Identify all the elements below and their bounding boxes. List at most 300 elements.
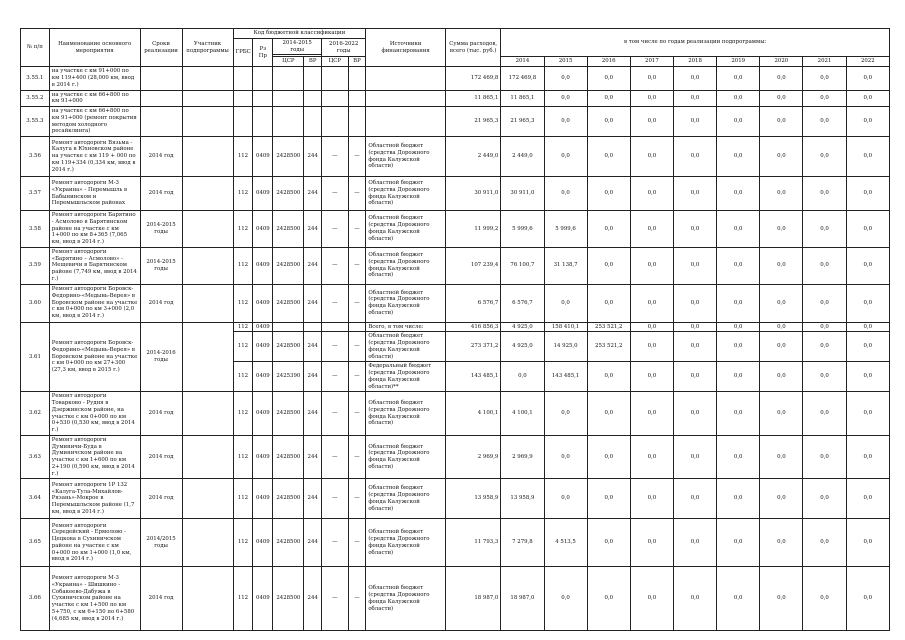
header-vr-2: ВР xyxy=(348,57,366,67)
year-value-cell: 0,0 xyxy=(587,177,630,211)
header-budget-code: Код бюджетной классификации xyxy=(233,29,366,39)
grbs-cell: 112 xyxy=(233,567,253,631)
year-value-cell: 6 576,7 xyxy=(501,284,544,322)
year-value-cell: 0,0 xyxy=(630,519,673,567)
year-value-cell: 0,0 xyxy=(630,567,673,631)
source-cell: Областной бюджет (средства Дорожного фонда Калужской области) xyxy=(366,479,446,519)
year-value-cell: 0,0 xyxy=(717,479,760,519)
year-value-cell: 0,0 xyxy=(803,177,846,211)
year-value-cell: 0,0 xyxy=(501,362,544,392)
year-value-cell: 0,0 xyxy=(846,362,889,392)
measure-name: Ремонт автодороги Барятино - Асмолово в Барятинском районе на участке с км 1+000 по км 8+365 (7,065 км, ввод в 2014 г.) xyxy=(49,211,140,248)
header-participants: Участник подпрограммы xyxy=(182,29,233,67)
csr2-cell: — xyxy=(322,435,349,479)
year-value-cell: 21 965,3 xyxy=(501,107,544,137)
vr2-cell: — xyxy=(348,362,366,392)
year-value-cell: 0,0 xyxy=(846,392,889,436)
csr2-cell: — xyxy=(322,177,349,211)
vr2-cell xyxy=(348,90,366,107)
year-value-cell: 0,0 xyxy=(760,567,803,631)
measure-name: на участке с км 66+800 по км 91+000 (ремонт покрытия методом холодного ресайклинга) xyxy=(49,107,140,137)
source-cell: Областной бюджет (средства Дорожного фонда Калужской области) xyxy=(366,332,446,362)
total-cell: 11 999,2 xyxy=(446,211,501,248)
row-number: 3.55.3 xyxy=(21,107,50,137)
csr2-cell: — xyxy=(322,392,349,436)
csr-cell: 2428500 xyxy=(273,137,304,177)
year-value-cell: 0,0 xyxy=(717,392,760,436)
table-row xyxy=(21,67,890,90)
year-value-cell: 0,0 xyxy=(760,247,803,284)
vr-cell: 244 xyxy=(304,567,322,631)
year-value-cell: 0,0 xyxy=(630,137,673,177)
source-cell: Областной бюджет (средства Дорожного фонда Калужской области) xyxy=(366,137,446,177)
vr2-cell: — xyxy=(348,392,366,436)
grbs-cell: 112 xyxy=(233,211,253,248)
row-number: 3.64 xyxy=(21,479,50,519)
year-value-cell: 0,0 xyxy=(803,107,846,137)
terms-cell xyxy=(140,67,182,90)
year-value-cell: 0,0 xyxy=(846,137,889,177)
grbs-cell: 112 xyxy=(233,362,253,392)
year-value-cell: 0,0 xyxy=(544,67,587,90)
rzpr-cell xyxy=(253,90,273,107)
header-csr-1: ЦСР xyxy=(273,57,304,67)
year-value-cell: 0,0 xyxy=(673,107,716,137)
table-row xyxy=(21,479,890,519)
year-value-cell: 0,0 xyxy=(760,322,803,332)
year-value-cell: 253 521,2 xyxy=(587,322,630,332)
terms-cell: 2014 год xyxy=(140,392,182,436)
row-number: 3.59 xyxy=(21,247,50,284)
year-value-cell: 0,0 xyxy=(846,519,889,567)
year-value-cell: 0,0 xyxy=(673,332,716,362)
year-value-cell: 14 925,0 xyxy=(544,332,587,362)
csr2-cell: — xyxy=(322,211,349,248)
source-cell: Областной бюджет (средства Дорожного фонда Калужской области) xyxy=(366,177,446,211)
row-number: 3.60 xyxy=(21,284,50,322)
year-value-cell: 0,0 xyxy=(630,247,673,284)
rzpr-cell: 0409 xyxy=(253,247,273,284)
year-value-cell: 0,0 xyxy=(587,479,630,519)
year-value-cell: 0,0 xyxy=(717,362,760,392)
terms-cell: 2014 год xyxy=(140,284,182,322)
vr-cell: 244 xyxy=(304,284,322,322)
table-row xyxy=(21,90,890,107)
row-number: 3.65 xyxy=(21,519,50,567)
csr2-cell: — xyxy=(322,137,349,177)
year-value-cell: 0,0 xyxy=(673,567,716,631)
year-value-cell: 0,0 xyxy=(673,247,716,284)
header-rzpr: Рз Пр xyxy=(253,38,273,67)
csr-cell: 2428500 xyxy=(273,247,304,284)
measure-name: Ремонт автодороги 1Р 132 «Калуга-Тула-Михайлов-Рязань»-Мокрое в Перемышльском районе (1,7 км, ввод в 2014 г.) xyxy=(49,479,140,519)
year-value-cell: 0,0 xyxy=(846,567,889,631)
year-value-cell: 18 987,0 xyxy=(501,567,544,631)
csr-cell: 2428500 xyxy=(273,392,304,436)
year-value-cell: 0,0 xyxy=(587,284,630,322)
year-value-cell: 0,0 xyxy=(717,137,760,177)
year-value-cell: 0,0 xyxy=(717,435,760,479)
grbs-cell: 112 xyxy=(233,435,253,479)
terms-cell: 2014-2015 годы xyxy=(140,211,182,248)
year-value-cell: 0,0 xyxy=(673,211,716,248)
participant-cell xyxy=(182,247,233,284)
year-value-cell: 0,0 xyxy=(587,107,630,137)
year-value-cell: 0,0 xyxy=(803,67,846,90)
year-value-cell: 0,0 xyxy=(846,284,889,322)
csr-cell: 2428500 xyxy=(273,479,304,519)
year-value-cell: 0,0 xyxy=(587,67,630,90)
header-year: 2014 xyxy=(501,57,544,67)
table-row xyxy=(21,519,890,567)
rzpr-cell: 0409 xyxy=(253,392,273,436)
total-cell: 273 371,2 xyxy=(446,332,501,362)
year-value-cell: 2 969,9 xyxy=(501,435,544,479)
vr2-cell: — xyxy=(348,332,366,362)
vr2-cell: — xyxy=(348,435,366,479)
measure-name: Ремонт автодороги Середейский - Ермолово - Цецкова в Сухиничском районе на участке с км 0+000 по км 1+000 (1,0 км, ввод в 2014 г.) xyxy=(49,519,140,567)
measure-name: на участке с км 91+000 по км 119+400 (28,000 км, ввод в 2014 г.) xyxy=(49,67,140,90)
source-cell xyxy=(366,90,446,107)
csr-cell: 2428500 xyxy=(273,435,304,479)
year-value-cell: 0,0 xyxy=(717,284,760,322)
year-value-cell: 0,0 xyxy=(846,247,889,284)
total-cell: 107 239,4 xyxy=(446,247,501,284)
source-cell: Областной бюджет (средства Дорожного фонда Калужской области) xyxy=(366,392,446,436)
year-value-cell: 0,0 xyxy=(803,435,846,479)
table-row xyxy=(21,177,890,211)
year-value-cell: 0,0 xyxy=(630,332,673,362)
rzpr-cell: 0409 xyxy=(253,211,273,248)
measure-name: Ремонт автодороги Думиничи-Буда в Думиничском районе на участке с км 1+600 по км 2+190 (0,590 км, ввод в 2014 г.) xyxy=(49,435,140,479)
year-value-cell: 0,0 xyxy=(717,322,760,332)
vr-cell: 244 xyxy=(304,332,322,362)
csr-cell xyxy=(273,322,304,332)
rzpr-cell: 0409 xyxy=(253,332,273,362)
year-value-cell: 4 513,5 xyxy=(544,519,587,567)
total-cell: 11 793,3 xyxy=(446,519,501,567)
csr2-cell: — xyxy=(322,519,349,567)
year-value-cell: 0,0 xyxy=(803,211,846,248)
total-cell: 13 958,9 xyxy=(446,479,501,519)
total-cell: 2 449,0 xyxy=(446,137,501,177)
vr2-cell: — xyxy=(348,177,366,211)
year-value-cell: 0,0 xyxy=(760,479,803,519)
total-cell: 18 987,0 xyxy=(446,567,501,631)
year-value-cell: 158 410,1 xyxy=(544,322,587,332)
header-year: 2019 xyxy=(717,57,760,67)
source-cell xyxy=(366,107,446,137)
year-value-cell: 0,0 xyxy=(803,519,846,567)
grbs-cell: 112 xyxy=(233,479,253,519)
participant-cell xyxy=(182,322,233,392)
rzpr-cell: 0409 xyxy=(253,137,273,177)
vr2-cell xyxy=(348,107,366,137)
year-value-cell: 0,0 xyxy=(846,211,889,248)
year-value-cell: 0,0 xyxy=(803,247,846,284)
table-row xyxy=(21,211,890,248)
year-value-cell: 0,0 xyxy=(544,177,587,211)
grbs-cell: 112 xyxy=(233,137,253,177)
total-cell: 11 865,1 xyxy=(446,90,501,107)
year-value-cell: 0,0 xyxy=(760,90,803,107)
vr-cell: 244 xyxy=(304,479,322,519)
year-value-cell: 0,0 xyxy=(760,284,803,322)
grbs-cell xyxy=(233,90,253,107)
header-source: Источники финансирования xyxy=(366,29,446,67)
year-value-cell: 11 865,1 xyxy=(501,90,544,107)
vr2-cell: — xyxy=(348,519,366,567)
total-cell: 2 969,9 xyxy=(446,435,501,479)
year-value-cell: 0,0 xyxy=(803,392,846,436)
year-value-cell: 0,0 xyxy=(673,362,716,392)
rzpr-cell: 0409 xyxy=(253,567,273,631)
year-value-cell: 0,0 xyxy=(846,332,889,362)
measure-name: Ремонт автодороги М-3 «Украина» - Шишкино - Собакеево-Дабужа в Сухиничском районе на участке с км 1+500 по км 5+750, с км 6+150 по 6+580 (4,685 км, ввод в 2014 г.) xyxy=(49,567,140,631)
year-value-cell: 0,0 xyxy=(630,362,673,392)
source-cell: Всего, в том числе: xyxy=(366,322,446,332)
year-value-cell: 0,0 xyxy=(587,137,630,177)
year-value-cell: 0,0 xyxy=(673,322,716,332)
header-name: Наименование основного мероприятия xyxy=(49,29,140,67)
row-number: 3.56 xyxy=(21,137,50,177)
rzpr-cell: 0409 xyxy=(253,177,273,211)
terms-cell: 2014-2015 годы xyxy=(140,247,182,284)
grbs-cell: 112 xyxy=(233,322,253,332)
measure-name: на участке с км 66+800 по км 91+000 xyxy=(49,90,140,107)
grbs-cell: 112 xyxy=(233,177,253,211)
csr-cell: 2428500 xyxy=(273,332,304,362)
table-row xyxy=(21,107,890,137)
year-value-cell: 0,0 xyxy=(544,107,587,137)
year-value-cell: 0,0 xyxy=(717,177,760,211)
csr2-cell: — xyxy=(322,332,349,362)
year-value-cell: 253 521,2 xyxy=(587,332,630,362)
header-year: 2020 xyxy=(760,57,803,67)
row-number: 3.63 xyxy=(21,435,50,479)
year-value-cell: 0,0 xyxy=(803,322,846,332)
row-number: 3.57 xyxy=(21,177,50,211)
table-row xyxy=(21,322,890,332)
terms-cell xyxy=(140,90,182,107)
participant-cell xyxy=(182,90,233,107)
year-value-cell: 30 911,0 xyxy=(501,177,544,211)
year-value-cell: 0,0 xyxy=(803,332,846,362)
vr-cell: 244 xyxy=(304,177,322,211)
year-value-cell: 0,0 xyxy=(673,479,716,519)
header-2014-2015: 2014-2015 годы xyxy=(273,38,322,55)
year-value-cell: 13 958,9 xyxy=(501,479,544,519)
year-value-cell: 0,0 xyxy=(587,392,630,436)
year-value-cell: 5 999,6 xyxy=(501,211,544,248)
terms-cell xyxy=(140,107,182,137)
terms-cell: 2014/2015 годы xyxy=(140,519,182,567)
year-value-cell: 5 999,6 xyxy=(544,211,587,248)
csr2-cell: — xyxy=(322,284,349,322)
year-value-cell: 0,0 xyxy=(717,332,760,362)
year-value-cell: 0,0 xyxy=(760,392,803,436)
table-row xyxy=(21,567,890,631)
grbs-cell: 112 xyxy=(233,392,253,436)
year-value-cell: 0,0 xyxy=(630,322,673,332)
csr-cell: 2428500 xyxy=(273,211,304,248)
table-row xyxy=(21,247,890,284)
csr2-cell: — xyxy=(322,247,349,284)
header-year: 2015 xyxy=(544,57,587,67)
year-value-cell: 0,0 xyxy=(630,177,673,211)
year-value-cell: 0,0 xyxy=(846,479,889,519)
header-year: 2022 xyxy=(846,57,889,67)
measure-name: Ремонт автодороги Товарково - Рудня в Дзержинском районе, на участке с км 0+000 по км 0+530 (0,530 км, ввод в 2014 г.) xyxy=(49,392,140,436)
year-value-cell: 0,0 xyxy=(587,519,630,567)
csr2-cell: — xyxy=(322,362,349,392)
csr-cell: 2428500 xyxy=(273,284,304,322)
year-value-cell: 0,0 xyxy=(673,392,716,436)
rzpr-cell: 0409 xyxy=(253,322,273,332)
source-cell xyxy=(366,67,446,90)
total-cell: 30 911,0 xyxy=(446,177,501,211)
vr2-cell xyxy=(348,67,366,90)
year-value-cell: 0,0 xyxy=(803,284,846,322)
year-value-cell: 0,0 xyxy=(846,90,889,107)
csr-cell: 2428500 xyxy=(273,177,304,211)
table-row xyxy=(21,435,890,479)
year-value-cell: 0,0 xyxy=(803,362,846,392)
grbs-cell: 112 xyxy=(233,519,253,567)
year-value-cell: 0,0 xyxy=(803,137,846,177)
year-value-cell: 0,0 xyxy=(846,67,889,90)
terms-cell: 2014 год xyxy=(140,177,182,211)
year-value-cell: 0,0 xyxy=(760,211,803,248)
csr-cell xyxy=(273,90,304,107)
header-vr-1: ВР xyxy=(304,57,322,67)
year-value-cell: 0,0 xyxy=(544,137,587,177)
year-value-cell: 0,0 xyxy=(673,137,716,177)
participant-cell xyxy=(182,519,233,567)
terms-cell: 2014 год xyxy=(140,567,182,631)
header-csr-2: ЦСР xyxy=(322,57,349,67)
table-row xyxy=(21,137,890,177)
participant-cell xyxy=(182,392,233,436)
vr-cell: 244 xyxy=(304,519,322,567)
participant-cell xyxy=(182,435,233,479)
row-number: 3.55.1 xyxy=(21,67,50,90)
year-value-cell: 7 279,8 xyxy=(501,519,544,567)
year-value-cell: 0,0 xyxy=(717,67,760,90)
budget-table xyxy=(20,28,890,631)
row-number: 3.66 xyxy=(21,567,50,631)
csr-cell: 2428500 xyxy=(273,567,304,631)
vr2-cell xyxy=(348,322,366,332)
year-value-cell: 0,0 xyxy=(760,332,803,362)
year-value-cell: 0,0 xyxy=(587,211,630,248)
rzpr-cell: 0409 xyxy=(253,479,273,519)
source-cell: Областной бюджет (средства Дорожного фонда Калужской области) xyxy=(366,567,446,631)
year-value-cell: 0,0 xyxy=(544,567,587,631)
year-value-cell: 0,0 xyxy=(673,284,716,322)
terms-cell: 2014 год xyxy=(140,435,182,479)
rzpr-cell: 0409 xyxy=(253,362,273,392)
csr2-cell: — xyxy=(322,479,349,519)
year-value-cell: 0,0 xyxy=(544,392,587,436)
year-value-cell: 143 485,1 xyxy=(544,362,587,392)
year-value-cell: 0,0 xyxy=(717,519,760,567)
vr-cell: 244 xyxy=(304,137,322,177)
year-value-cell: 0,0 xyxy=(630,392,673,436)
year-value-cell: 0,0 xyxy=(803,90,846,107)
year-value-cell: 0,0 xyxy=(673,177,716,211)
header-year: 2017 xyxy=(630,57,673,67)
vr2-cell: — xyxy=(348,284,366,322)
vr-cell xyxy=(304,107,322,137)
row-number: 3.61 xyxy=(21,322,50,392)
table-row xyxy=(21,284,890,322)
participant-cell xyxy=(182,284,233,322)
year-value-cell: 0,0 xyxy=(587,435,630,479)
year-value-cell: 0,0 xyxy=(673,519,716,567)
year-value-cell: 0,0 xyxy=(717,567,760,631)
source-cell: Областной бюджет (средства Дорожного фонда Калужской области) xyxy=(366,211,446,248)
total-cell: 172 469,8 xyxy=(446,67,501,90)
vr-cell: 244 xyxy=(304,435,322,479)
header-year: 2018 xyxy=(673,57,716,67)
grbs-cell xyxy=(233,107,253,137)
rzpr-cell xyxy=(253,67,273,90)
vr-cell: 244 xyxy=(304,247,322,284)
csr2-cell xyxy=(322,107,349,137)
rzpr-cell: 0409 xyxy=(253,284,273,322)
year-value-cell: 0,0 xyxy=(846,177,889,211)
year-value-cell: 0,0 xyxy=(760,67,803,90)
header-total: Сумма расходов, всего (тыс. руб.) xyxy=(446,29,501,67)
participant-cell xyxy=(182,177,233,211)
year-value-cell: 0,0 xyxy=(673,90,716,107)
source-cell: Областной бюджет (средства Дорожного фонда Калужской области) xyxy=(366,519,446,567)
year-value-cell: 0,0 xyxy=(717,107,760,137)
table-row xyxy=(21,392,890,436)
participant-cell xyxy=(182,567,233,631)
year-value-cell: 0,0 xyxy=(717,90,760,107)
terms-cell: 2014-2016 годы xyxy=(140,322,182,392)
measure-name: Ремонт автодороги М-3 «Украина» - Перемышль в Бабынинском и Перемышльском районах xyxy=(49,177,140,211)
csr-cell xyxy=(273,107,304,137)
csr-cell xyxy=(273,67,304,90)
year-value-cell: 4 100,1 xyxy=(501,392,544,436)
year-value-cell: 0,0 xyxy=(760,137,803,177)
year-value-cell: 0,0 xyxy=(760,177,803,211)
vr-cell xyxy=(304,322,322,332)
total-cell: 4 100,1 xyxy=(446,392,501,436)
participant-cell xyxy=(182,137,233,177)
year-value-cell: 0,0 xyxy=(630,284,673,322)
participant-cell xyxy=(182,211,233,248)
year-value-cell: 2 449,0 xyxy=(501,137,544,177)
csr2-cell xyxy=(322,322,349,332)
year-value-cell: 0,0 xyxy=(760,435,803,479)
year-value-cell: 0,0 xyxy=(587,247,630,284)
csr2-cell xyxy=(322,90,349,107)
total-cell: 6 576,7 xyxy=(446,284,501,322)
year-value-cell: 0,0 xyxy=(760,519,803,567)
year-value-cell: 0,0 xyxy=(630,479,673,519)
vr2-cell: — xyxy=(348,247,366,284)
vr2-cell: — xyxy=(348,567,366,631)
year-value-cell: 0,0 xyxy=(544,284,587,322)
grbs-cell: 112 xyxy=(233,284,253,322)
year-value-cell: 4 925,0 xyxy=(501,322,544,332)
year-value-cell: 0,0 xyxy=(717,211,760,248)
csr-cell: 2428500 xyxy=(273,519,304,567)
